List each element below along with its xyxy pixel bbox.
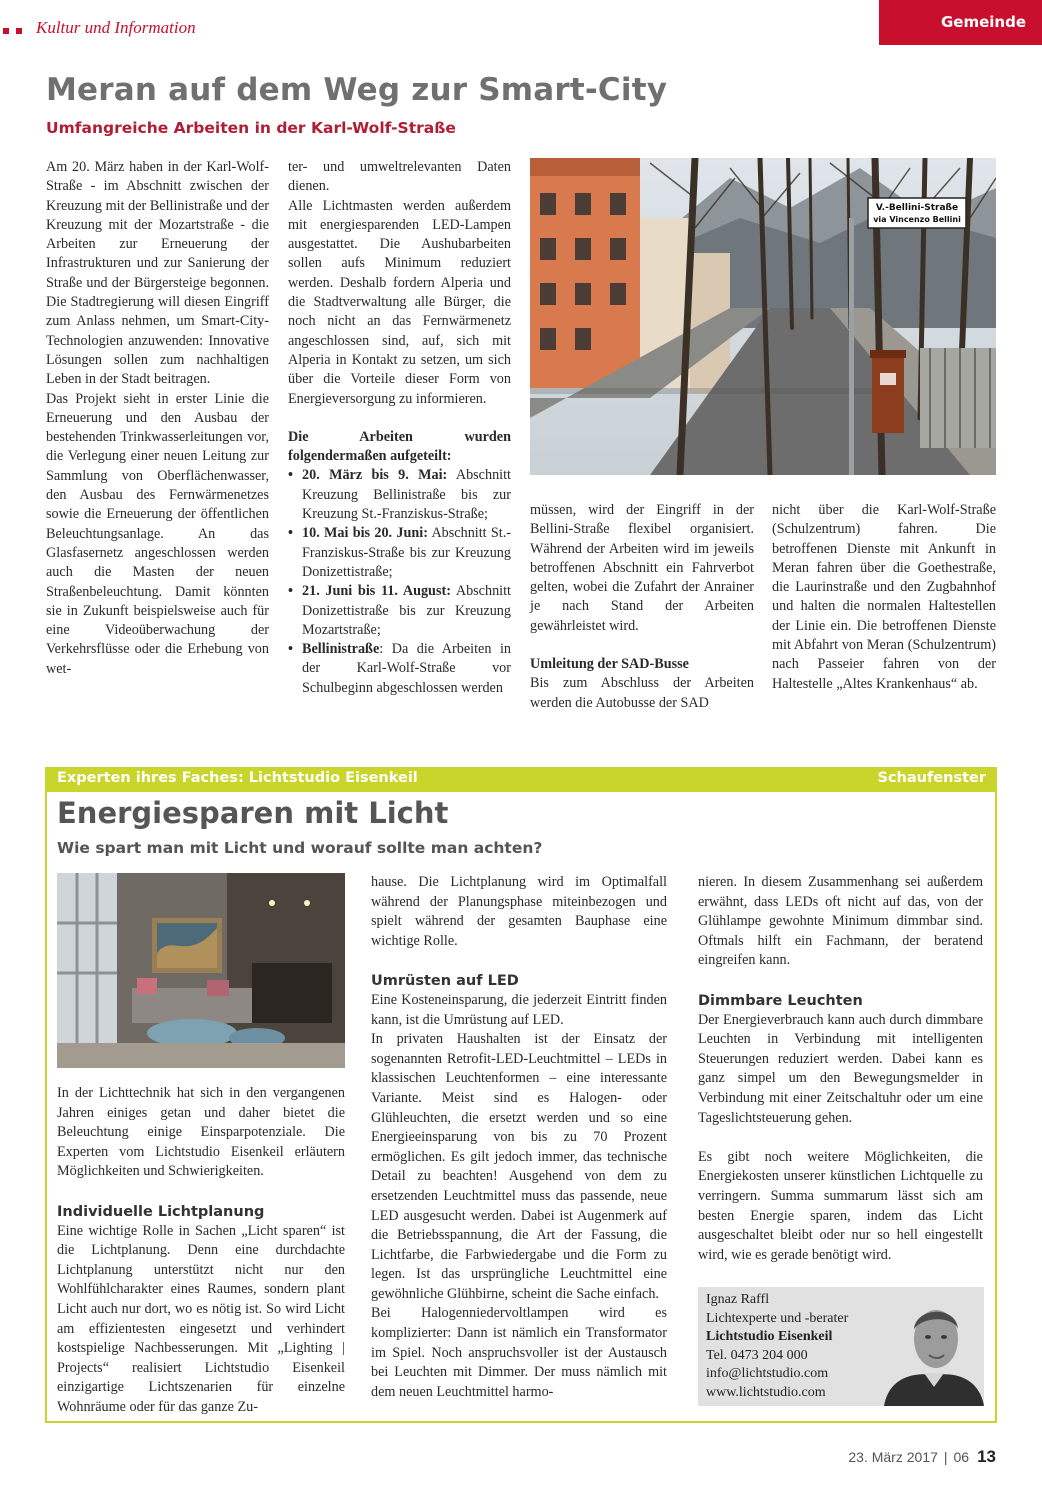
list-item: • Bellinistraße: Da die Arbeiten in der Karl-Wolf-Straße vor Schulbeginn abgeschlossen werden xyxy=(288,640,511,698)
page-footer: 23. März 2017 | 06 13 xyxy=(848,1447,996,1466)
section-heading: Umleitung der SAD-Busse xyxy=(530,656,689,673)
article-column-4 xyxy=(772,501,996,694)
contact-name: Ignaz Raffl xyxy=(706,1292,770,1307)
section-heading: Umrüsten auf LED xyxy=(371,972,519,989)
paragraph: In privaten Haushalten ist der Einsatz der sogenannten Retrofit-LED-Leuchtmittel – LEDs in klassischen Leuchtenformen – eine interessante Variante. Meist sind es Halogen- oder Glühleuchten, die ersetzt werden und so eine Energieeinsparung von bis zu 70 Prozent ermöglichen. Es gilt jedoch immer, das technische Detail zu beachten! Ausgehend von dem zu ersetzenden Leuchtmittel muss das passende, neue LED ausgesucht werden. Dabei ist Augenmerk auf die Betriebsspannung, die Art der Fassung, die Lichtfarbe, die Farbwiedergabe und die Form zu legen. Ist das ursprüngliche Leuchtmittel eine gewöhnliche Glühbirne, scheint die Sache einfach. xyxy=(371,1031,667,1302)
article-title: Meran auf dem Weg zur Smart-City xyxy=(46,72,668,108)
section-heading: Individuelle Lichtplanung xyxy=(57,1203,265,1220)
paragraph: Am 20. März haben in der Karl-Wolf-Straße - im Abschnitt zwischen der Kreuzung mit der Bellinistraße und der Kreuzung mit der Mozartstraße - die Arbeiten zur Erneuerung der Infrastrukturen und zur Sanierung der Straße und der Bürgersteige begonnen. Die Stadtregierung will diesen Eingriff zum Anlass nehmen, um Smart-City-Technologien anzuwenden: Innovative Lösungen sollen zum nachhaltigen Leben in der Stadt beitragen. xyxy=(46,159,269,388)
paragraph: Eine wichtige Rolle in Sachen „Licht sparen“ ist die Lichtplanung. Denn eine durchdachte Lichtplanung unterstützt nicht nur den Wohlfühlcharakter eines Raumes, sondern plant Licht auch nur dort, wo es nötig ist. So wird Licht am effizientesten eingesetzt und verhindert kostspielige Nachbesserungen. Mit „Lighting | Projects“ realisiert Lichtstudio Eisenkeil einzigartige Lichtszenarien für einzelne Wohnräume oder für das ganze Zu- xyxy=(57,1222,345,1415)
article-title: Energiesparen mit Licht xyxy=(57,796,449,830)
paragraph: In der Lichttechnik hat sich in den vergangenen Jahren einiges getan und daher bietet die Beleuchtung einige Einsparpotenziale. Die Experten vom Lichtstudio Eisenkeil erläutern Möglichkeiten und Schwierigkeiten. xyxy=(57,1085,345,1180)
article-column-3 xyxy=(530,501,754,713)
page-number: 13 xyxy=(977,1447,996,1466)
list-item: • 21. Juni bis 11. August: Abschnitt Donizettistraße bis zur Kreuzung Mozartstraße; xyxy=(288,582,511,640)
article-column-3 xyxy=(698,873,983,1265)
paragraph: Es gibt noch weitere Möglichkeiten, die Energiekosten unserer künstlichen Lichtquelle zu verringern. Summa summarum lässt sich am besten Energie sparen, indem das Licht ausgeschaltet bleibt oder nur so hell eingestellt wird, wie es gerade benötigt wird. xyxy=(698,1148,983,1263)
portrait-photo xyxy=(884,1287,984,1406)
section-label: Kultur und Information xyxy=(36,18,196,37)
contact-role: Lichtexperte und -berater xyxy=(706,1310,849,1326)
article-column-1 xyxy=(57,1084,345,1418)
paragraph: nieren. In diesem Zusammenhang sei außerdem erwähnt, dass LEDs oft nicht auf das, von der Glühlampe gewohnte Minimum dimmbar sind. Oftmals hilft ein Fachmann, der beratend eingreifen kann. xyxy=(698,874,983,969)
article-subtitle: Wie spart man mit Licht und worauf sollte man achten? xyxy=(57,839,543,857)
list-item: • 20. März bis 9. Mai: Abschnitt Kreuzung Bellinistraße bis zur Kreuzung St.-Franziskus-Straße; xyxy=(288,466,511,524)
paragraph: Eine Kosteneinsparung, die jederzeit Eintritt finden kann, ist die Umrüstung auf LED. xyxy=(371,991,667,1028)
paragraph: Alle Lichtmasten werden außerdem mit energiesparenden LED-Lampen ausgestattet. Die Aushubarbeiten sollen aufs Minimum reduziert werden. Deshalb fordern Alperia und die Stadtverwaltung alle Bürger, die noch nicht an das Fernwärmenetz angeschlossen sind, auf, sich mit Alperia in Kontakt zu setzen, um sich über die Vorteile dieser Form von Energieversorgung zu informieren. xyxy=(288,197,511,407)
article-column-2 xyxy=(288,158,511,698)
paragraph: nicht über die Karl-Wolf-Straße (Schulzentrum) fahren. Die betroffenen Dienste mit Ankunft in Meran fahren über die Goethestraße, die Laurinstraße und den Zugbahnhof und halten die normalen Haltestellen der Linie ein. Die betroffenen Dienste mit Abfahrt von Meran (Schulzentrum) nach Passeier fahren von der Haltestelle „Altes Krankenhaus“ ab. xyxy=(772,502,996,692)
section-heading: Dimmbare Leuchten xyxy=(698,992,863,1009)
street-sign-line-2: via Vincenzo Bellini xyxy=(873,215,961,224)
advertorial-tag: Schaufenster xyxy=(877,770,986,786)
article-subtitle: Umfangreiche Arbeiten in der Karl-Wolf-Straße xyxy=(46,119,456,137)
contact-email[interactable]: info@lichtstudio.com xyxy=(706,1366,829,1381)
contact-box xyxy=(698,1287,984,1406)
contact-company: Lichtstudio Eisenkeil xyxy=(706,1329,833,1344)
street-sign-line-1: V.-Bellini-Straße xyxy=(875,203,959,213)
article-column-2 xyxy=(371,873,667,1402)
category-badge: Gemeinde xyxy=(879,0,1042,45)
advertorial-kicker: Experten ihres Faches: Lichtstudio Eisenkeil xyxy=(57,770,418,786)
issue-date: 23. März 2017 xyxy=(848,1449,938,1465)
schedule-list xyxy=(288,466,511,698)
paragraph: ter- und umweltrelevanten Daten dienen. xyxy=(288,159,511,195)
contact-phone: Tel. 0473 204 000 xyxy=(706,1347,808,1363)
paragraph: hause. Die Lichtplanung wird im Optimalfall während der Planungsphase miteinbezogen und spielt während der gesamten Bauphase eine wichtige Rolle. xyxy=(371,874,667,949)
street-photo xyxy=(530,158,996,475)
paragraph: Bei Halogenniedervoltlampen wird es komplizierter: Dann ist nämlich ein Transformator im Spiel. Noch anspruchsvoller ist der Austausch bei Leuchten mit Dimmer. Der muss nämlich mit dem neuen Leuchtmittel harmo- xyxy=(371,1305,667,1400)
issue-number: 06 xyxy=(953,1449,970,1465)
paragraph: müssen, wird der Eingriff in der Bellini-Straße flexibel organisiert. Während der Arbeiten wird im jeweils betroffenen Abschnitt ein Fahrverbot gelten, wobei die Zufahrt der Anrainer je nach Stand der Arbeiten gewährleistet wird. xyxy=(530,502,754,634)
list-item: • 10. Mai bis 20. Juni: Abschnitt St.-Franziskus-Straße bis zur Kreuzung Donizettistraße; xyxy=(288,524,511,582)
contact-details xyxy=(706,1291,848,1402)
article-column-1 xyxy=(46,158,269,679)
section-marker xyxy=(3,28,27,36)
paragraph: Das Projekt sieht in erster Linie die Erneuerung und den Ausbau der bestehenden Trinkwasserleitungen vor, die Verlegung einer neuen Leitung zur Sammlung von Oberflächenwasser, den Ausbau des Fernwärmenetzes sowie die Erneuerung der öffentlichen Beleuchtungsanlage. An das Glasfasernetz angeschlossen werden auch die Masten der neuen Straßenbeleuchtung. Damit könnten sie in Zukunft beispielsweise auch für eine Videoüberwachung der Verkehrsflüsse oder die Erhebung von wet- xyxy=(46,390,269,677)
paragraph: Bis zum Abschluss der Arbeiten werden die Autobusse der SAD xyxy=(530,675,754,711)
section-heading: Die Arbeiten wurden folgendermaßen aufgeteilt: xyxy=(288,428,511,465)
living-room-photo xyxy=(57,873,345,1068)
paragraph: Der Energieverbrauch kann auch durch dimmbare Leuchten in Verbindung mit intelligenten Steuerungen reduziert werden. Dabei kann es ganz simpel um den Bewegungsmelder in Verbindung mit einer Zeitschaltuhr oder um eine Tageslichtsteuerung gehen. xyxy=(698,1011,983,1126)
contact-website[interactable]: www.lichtstudio.com xyxy=(706,1384,826,1400)
